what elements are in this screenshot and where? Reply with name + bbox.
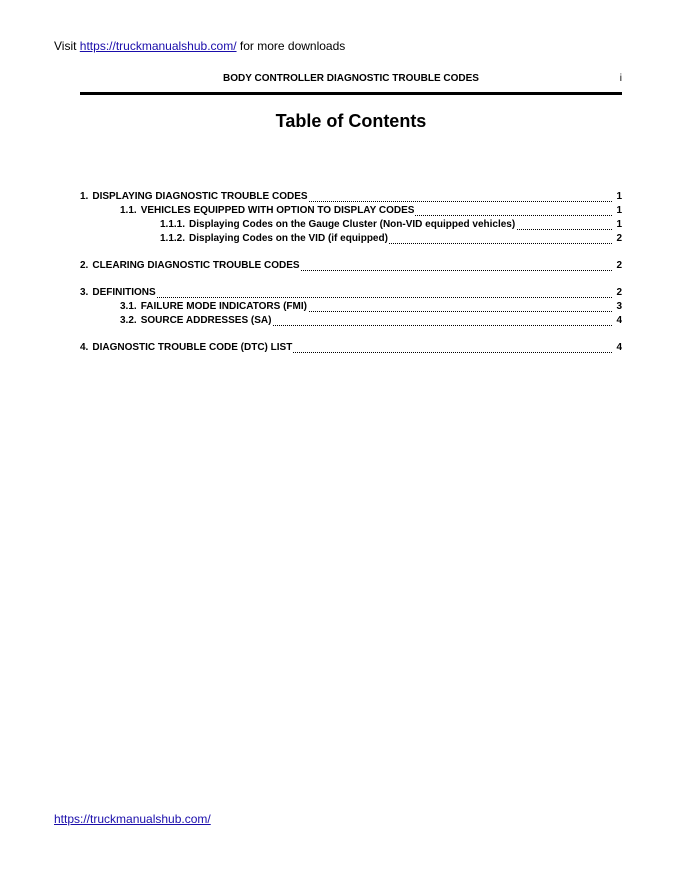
toc-title: Table of Contents xyxy=(275,111,427,131)
toc-entry-number: 1.1.2. xyxy=(160,233,186,244)
toc-entry[interactable] xyxy=(80,300,622,314)
toc-entry-number: 3.1. xyxy=(120,301,137,312)
toc-entry-number: 1.1. xyxy=(120,205,137,216)
toc-entry[interactable] xyxy=(80,204,622,218)
toc-entry[interactable] xyxy=(80,218,622,232)
toc-entry[interactable] xyxy=(80,190,622,204)
banner-prefix: Visit xyxy=(54,39,80,53)
footer-link[interactable]: https://truckmanualshub.com/ xyxy=(54,812,211,826)
toc-entry-page: 1 xyxy=(616,219,622,230)
toc-entry-page: 2 xyxy=(616,287,622,298)
banner-link[interactable]: https://truckmanualshub.com/ xyxy=(79,39,237,53)
toc-entry-label: CLEARING DIAGNOSTIC TROUBLE CODES xyxy=(92,260,300,271)
toc-entry-number: 1.1.1. xyxy=(160,219,186,230)
banner-suffix: for more downloads xyxy=(236,39,346,53)
toc-entry-label: SOURCE ADDRESSES (SA) xyxy=(140,315,272,326)
toc-entry-number: 1. xyxy=(80,191,89,202)
toc-entry-number: 2. xyxy=(80,260,89,271)
toc-entry-label: DIAGNOSTIC TROUBLE CODE (DTC) LIST xyxy=(92,342,293,353)
toc-entry[interactable] xyxy=(80,232,622,246)
toc-entry[interactable] xyxy=(80,341,622,355)
toc-entry-page: 2 xyxy=(616,233,622,244)
toc-entry-page: 3 xyxy=(616,301,622,312)
toc-entry-label: VEHICLES EQUIPPED WITH OPTION TO DISPLAY CODES xyxy=(140,205,415,216)
toc-entry[interactable] xyxy=(80,286,622,300)
toc-entry-label: DEFINITIONS xyxy=(92,287,156,298)
table-of-contents xyxy=(80,190,622,355)
toc-entry-page: 4 xyxy=(616,315,622,326)
toc-entry-page: 4 xyxy=(616,342,622,353)
footer xyxy=(54,812,211,827)
toc-entry-number: 4. xyxy=(80,342,89,353)
toc-entry-label: Displaying Codes on the Gauge Cluster (Non-VID equipped vehicles) xyxy=(189,219,516,230)
document-title: BODY CONTROLLER DIAGNOSTIC TROUBLE CODES xyxy=(223,73,479,84)
toc-entry-label: Displaying Codes on the VID (if equipped) xyxy=(189,233,388,244)
toc-entry-label: DISPLAYING DIAGNOSTIC TROUBLE CODES xyxy=(92,191,308,202)
running-header xyxy=(80,72,622,86)
header-divider xyxy=(80,92,622,95)
toc-entry[interactable] xyxy=(80,259,622,273)
page-number: i xyxy=(619,73,622,84)
toc-entry-page: 2 xyxy=(616,260,622,271)
dot-leader xyxy=(80,297,612,298)
download-banner xyxy=(54,39,345,54)
toc-entry[interactable] xyxy=(80,314,622,328)
toc-entry-page: 1 xyxy=(616,205,622,216)
toc-entry-number: 3.2. xyxy=(120,315,137,326)
toc-entry-label: FAILURE MODE INDICATORS (FMI) xyxy=(140,301,307,312)
toc-entry-number: 3. xyxy=(80,287,89,298)
toc-entry-page: 1 xyxy=(616,191,622,202)
